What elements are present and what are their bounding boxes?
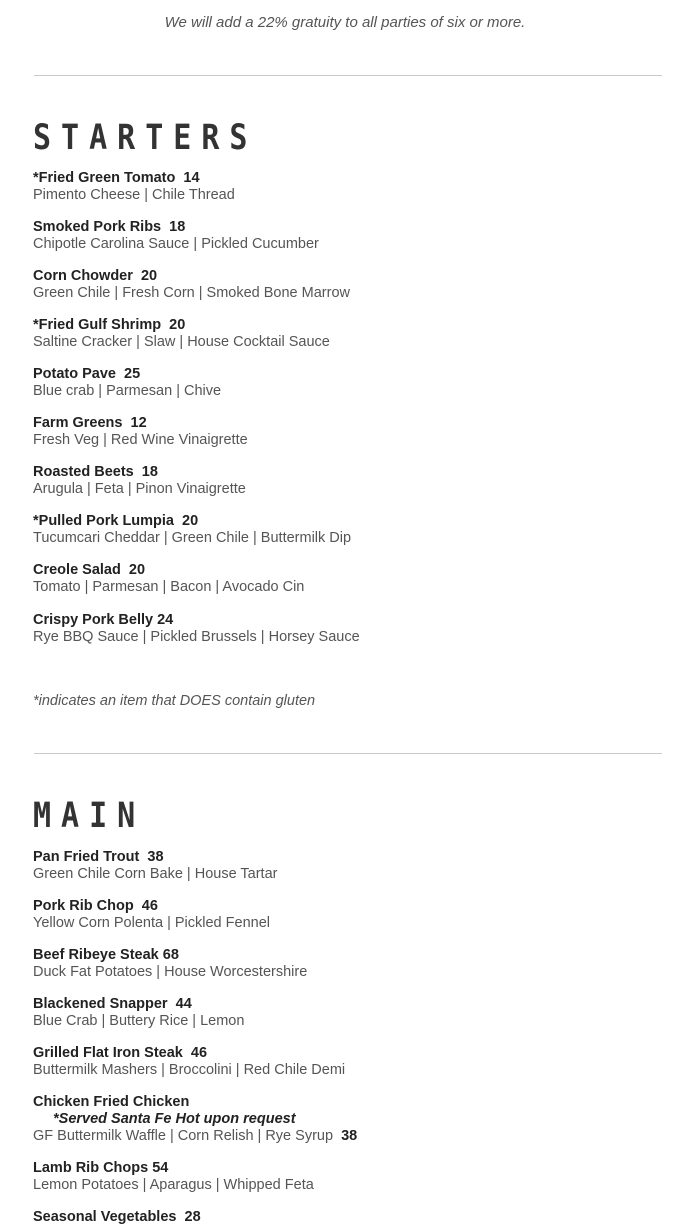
- item-name: Beef Ribeye Steak 68: [33, 947, 179, 963]
- menu-item: [33, 996, 673, 1030]
- item-name: Seasonal Vegetables 28: [33, 1209, 201, 1225]
- item-name: Potato Pave 25: [33, 366, 141, 382]
- item-name: Grilled Flat Iron Steak 46: [33, 1045, 208, 1061]
- item-description: Yellow Corn Polenta | Pickled Fennel: [33, 915, 270, 931]
- menu-item: [33, 849, 673, 883]
- item-description: Blue crab | Parmesan | Chive: [33, 383, 222, 399]
- item-name: Lamb Rib Chops 54: [33, 1160, 169, 1176]
- item-price: 38: [341, 1128, 358, 1144]
- main-list: [33, 849, 673, 1226]
- menu-item-chicken: [33, 1094, 673, 1145]
- item-description: Buttermilk Mashers | Broccolini | Red Chile Demi: [33, 1062, 346, 1078]
- item-name: Pan Fried Trout 38: [33, 849, 164, 865]
- item-description: Rye BBQ Sauce | Pickled Brussels | Horsey Sauce: [33, 629, 360, 645]
- item-description: Blue Crab | Buttery Rice | Lemon: [33, 1013, 245, 1029]
- item-description: Pimento Cheese | Chile Thread: [33, 187, 235, 203]
- divider-top: [34, 75, 662, 76]
- menu-item: [33, 268, 673, 302]
- item-name: Blackened Snapper 44: [33, 996, 192, 1012]
- item-name: Farm Greens 12: [33, 415, 147, 431]
- item-description: Green Chile | Fresh Corn | Smoked Bone Marrow: [33, 285, 350, 301]
- item-description: Tomato | Parmesan | Bacon | Avocado Cin: [33, 579, 305, 595]
- menu-item: [33, 464, 673, 498]
- item-description: Lemon Potatoes | Aparagus | Whipped Feta: [33, 1177, 314, 1193]
- menu-item: [33, 898, 673, 932]
- item-name: Creole Salad 20: [33, 562, 146, 578]
- divider-middle: [34, 753, 662, 754]
- menu-item: [33, 366, 673, 400]
- item-description-text: GF Buttermilk Waffle | Corn Relish | Rye Syrup: [33, 1128, 334, 1144]
- menu-item: [33, 1045, 673, 1079]
- menu-item: [33, 170, 673, 204]
- gluten-note: *indicates an item that DOES contain gluten: [33, 693, 316, 709]
- item-description: Tucumcari Cheddar | Green Chile | Buttermilk Dip: [33, 530, 352, 546]
- menu-item: [33, 562, 673, 596]
- menu-item: [33, 317, 673, 351]
- item-description: Arugula | Feta | Pinon Vinaigrette: [33, 481, 246, 497]
- item-name: Smoked Pork Ribs 18: [33, 219, 186, 235]
- section-title-main: MAIN: [33, 796, 146, 837]
- item-description: [33, 1128, 673, 1145]
- item-description: Green Chile Corn Bake | House Tartar: [33, 866, 278, 882]
- item-description: Saltine Cracker | Slaw | House Cocktail Sauce: [33, 334, 330, 350]
- menu-item-partial: [33, 1209, 673, 1226]
- menu-item: [33, 415, 673, 449]
- item-name: Chicken Fried Chicken: [33, 1094, 190, 1110]
- menu-item: [33, 1160, 673, 1194]
- item-description: Duck Fat Potatoes | House Worcestershire: [33, 964, 308, 980]
- item-name: *Fried Gulf Shrimp 20: [33, 317, 186, 333]
- section-title-starters: STARTERS: [33, 118, 258, 159]
- starters-list: [33, 170, 673, 646]
- menu-item: [33, 612, 673, 646]
- item-name: *Fried Green Tomato 14: [33, 170, 200, 186]
- item-name: Crispy Pork Belly 24: [33, 612, 174, 628]
- item-name: Pork Rib Chop 46: [33, 898, 158, 914]
- item-description: Fresh Veg | Red Wine Vinaigrette: [33, 432, 248, 448]
- item-note: *Served Santa Fe Hot upon request: [53, 1111, 296, 1127]
- menu-item: [33, 947, 673, 981]
- item-name: Roasted Beets 18: [33, 464, 158, 480]
- item-description: Chipotle Carolina Sauce | Pickled Cucumber: [33, 236, 319, 252]
- menu-item: [33, 513, 673, 547]
- item-name: Corn Chowder 20: [33, 268, 158, 284]
- menu-item: [33, 219, 673, 253]
- item-name: *Pulled Pork Lumpia 20: [33, 513, 199, 529]
- gratuity-note: We will add a 22% gratuity to all parties of six or more.: [164, 14, 526, 31]
